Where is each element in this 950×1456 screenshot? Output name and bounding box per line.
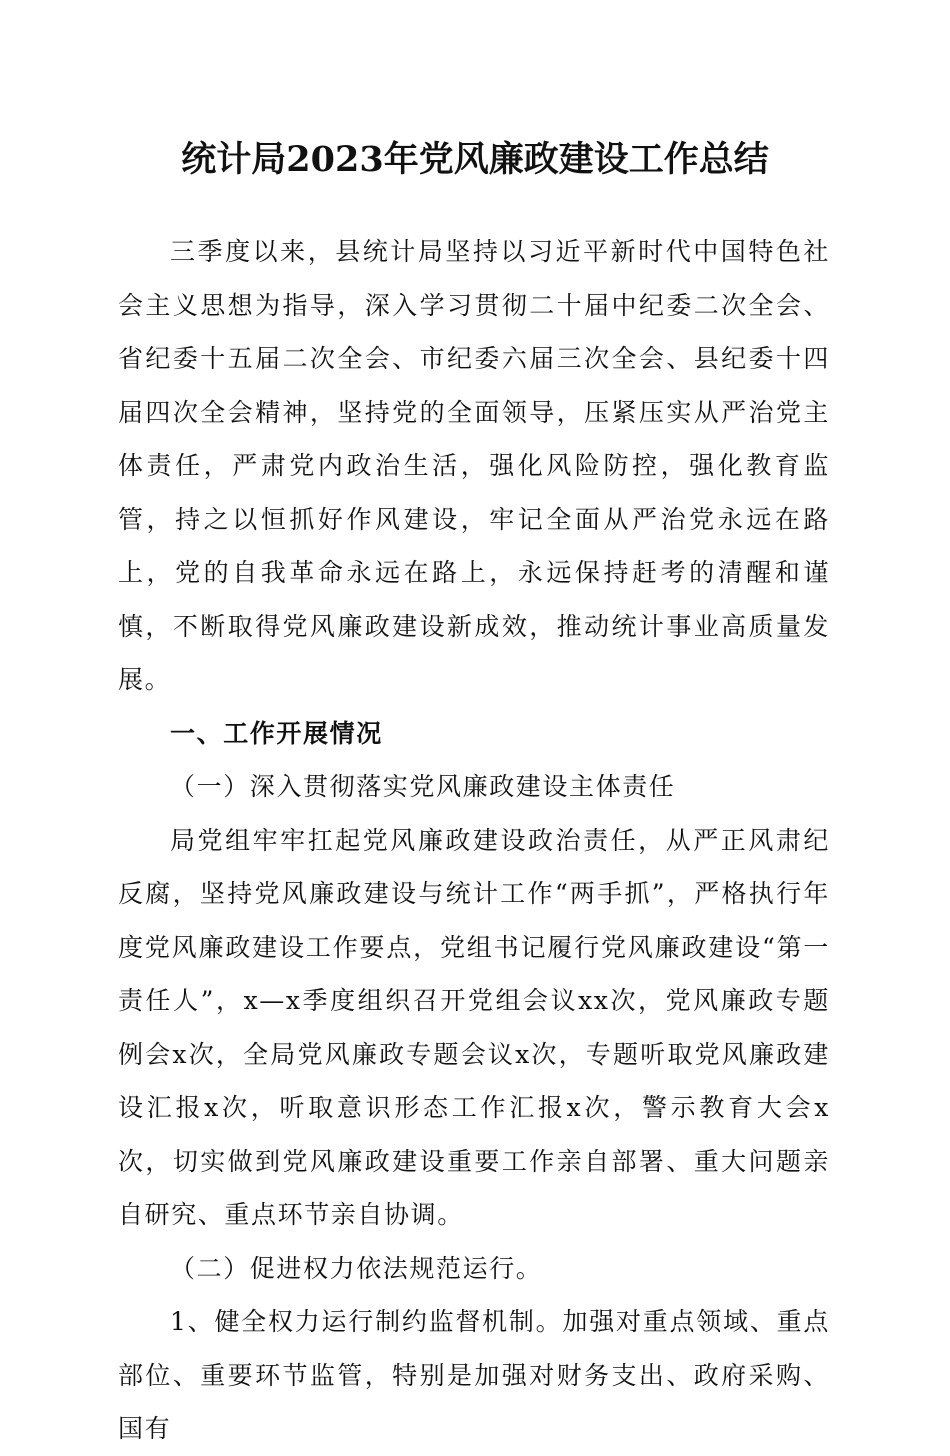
section-heading-work-progress: 一、工作开展情况 [170,718,383,748]
subsection-responsibility-paragraph: 局党组牢牢扛起党风廉政建设政治责任，从严正风肃纪反腐，坚持党风廉政建设与统计工作“两手抓”，严格执行年度党风廉政建设工作要点，党组书记履行党风廉政建设“第一责任人”，x—x季度组织召开党组会议xx次，党风廉政专题例会x次，全局党风廉政专题会议x次，专题听取党风廉政建设汇报x次，听取意识形态工作汇报x次，警示教育大会x次，切实做到党风廉政建设重要工作亲自部署、重大问题亲自研究、重点环节亲自协调。 [118,825,830,1229]
intro-paragraph: 三季度以来，县统计局坚持以习近平新时代中国特色社会主义思想为指导，深入学习贯彻二十届中纪委二次全会、省纪委十五届二次全会、市纪委六届三次全会、县纪委十四届四次全会精神，坚持党的全面领导，压紧压实从严治党主体责任，严肃党内政治生活，强化风险防控，强化教育监管，持之以恒抓好作风建设，牢记全面从严治党永远在路上，党的自我革命永远在路上，永远保持赶考的清醒和谨慎，不断取得党风廉政建设新成效，推动统计事业高质量发展。 [118,237,830,694]
subsection-heading-power-regulation: （二）促进权力依法规范运行。 [170,1253,543,1283]
document-body [118,225,830,1456]
document-title: 统计局2023年党风廉政建设工作总结 [181,139,769,180]
item-supervision-paragraph: 1、健全权力运行制约监督机制。加强对重点领域、重点部位、重要环节监管，特别是加强对财务支出、政府采购、国有 [118,1307,830,1443]
subsection-heading-responsibility: （一）深入贯彻落实党风廉政建设主体责任 [170,772,676,801]
